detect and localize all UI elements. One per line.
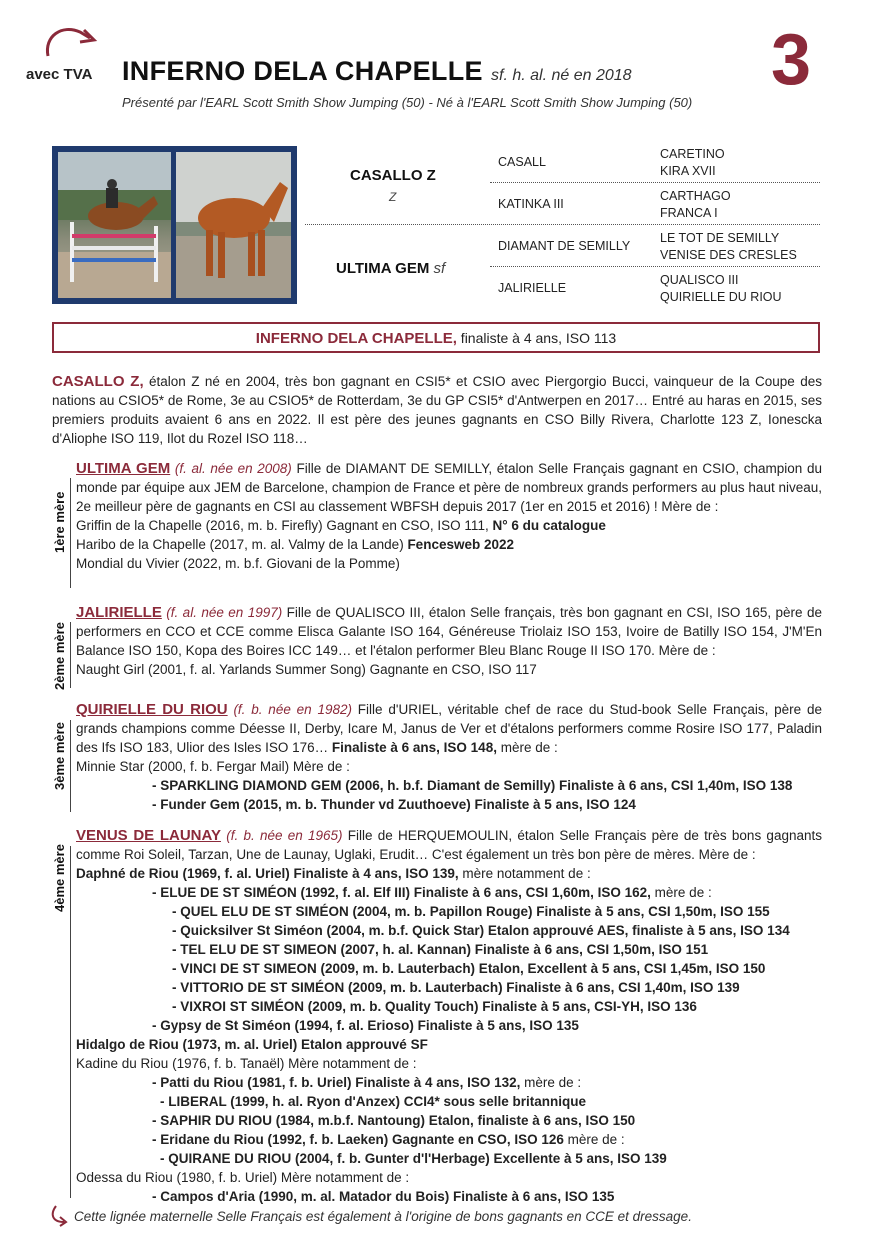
great-grandparent: CARETINO: [660, 147, 725, 161]
gen4-descendant: [76, 940, 822, 959]
offspring-text: Haribo de la Chapelle (2017, m. al. Valmy de la Lande): [76, 537, 408, 552]
vat-label: avec TVA: [26, 66, 93, 83]
gen1-label: 1ère mère: [52, 491, 67, 553]
result-banner: [52, 322, 820, 353]
gen2-text: Fille de QUALISCO III, étalon Selle français, très bon gagnant en CSI, ISO 165, père de performers en CCO et CCE comme Elisca Galante ISO 164, Généreuse Triolaiz ISO 153, Ivoire de Batilly ISO 154, J'M'En Balance ISO 150, Kopa des Boires ICC 149… et l'étalon performer Bleu Blanc Rouge II ISO 170. Mère de :: [76, 605, 822, 658]
descendant-highlight: - VIXROI ST SIMÉON (2009, m. b. Quality Touch) Finaliste à 5 ans, CSI-YH, ISO 136: [172, 999, 697, 1014]
sire-name: CASALLO Z: [350, 167, 436, 184]
sire-paragraph-text: étalon Z né en 2004, très bon gagnant en CSI5* et CSIO avec Piergorgio Bucci, vainqueur de la Coupe des nations au CSIO5* de Rome, 3e au CSIO5* de Rotterdam, 3e du GP CSI5* d'Antwerpen en 2017… Entré au haras en 2015, ses premiers produits avaient 6 ans en 2022. Il est père des jeunes gagnants en CSO Billy Rivera, Charlotte 123 Z, Ionescka d'Aliophe ISO 119, Ilot du Rozel ISO 118…: [52, 374, 822, 446]
pedigree-divider: [490, 182, 820, 183]
gen3-label: 3ème mère: [52, 722, 67, 790]
dam-name: ULTIMA GEM: [336, 260, 430, 277]
curved-arrow-icon: [40, 22, 100, 62]
gen4-name: VENUS DE LAUNAY: [76, 827, 221, 844]
descendant-highlight: - QUEL ELU DE ST SIMÉON (2004, m. b. Papillon Rouge) Finaliste à 5 ans, CSI 1,50m, ISO 155: [172, 904, 770, 919]
gen4-descendant: [76, 1130, 822, 1149]
gen3-text-end: mère de :: [496, 740, 558, 755]
gen4-descendant: [76, 1168, 822, 1187]
sire-paragraph: [52, 372, 822, 448]
gen1-offspring: Mondial du Vivier (2022, m. b.f. Giovani de la Pomme): [76, 556, 400, 571]
offspring-highlight: N° 6 du catalogue: [492, 518, 606, 533]
sire-breed: Z: [389, 190, 397, 204]
descendant-highlight: - Patti du Riou (1981, f. b. Uriel) Finaliste à 4 ans, ISO 132,: [152, 1075, 521, 1090]
gen4-label: 4ème mère: [52, 844, 67, 912]
descendant-highlight: - QUIRANE DU RIOU (2004, f. b. Gunter d'l'Herbage) Excellente à 5 ans, ISO 139: [160, 1151, 667, 1166]
great-grandparent: KIRA XVII: [660, 164, 716, 178]
dam-name-block: [336, 260, 445, 277]
grandparent-2: KATINKA III: [498, 197, 564, 211]
horse-name: INFERNO DELA CHAPELLE: [122, 56, 483, 86]
gen4-descendant: [76, 902, 822, 921]
great-grandparent: LE TOT DE SEMILLY: [660, 231, 780, 245]
gen2-offspring: Naught Girl (2001, f. al. Yarlands Summer Song) Gagnante en CSO, ISO 117: [76, 662, 537, 677]
gen3-block: [76, 700, 822, 814]
footer-note: Cette lignée maternelle Selle Français est également à l'origine de bons gagnants en CCE et dressage.: [74, 1209, 692, 1224]
descendant-highlight: - SAPHIR DU RIOU (1984, m.b.f. Nantoung) Etalon, finaliste à 6 ans, ISO 150: [152, 1113, 636, 1128]
gen4-descendant: [76, 1092, 822, 1111]
descendant-highlight: - TEL ELU DE ST SIMEON (2007, h. al. Kannan) Finaliste à 6 ans, CSI 1,50m, ISO 151: [172, 942, 709, 957]
great-grandparent: QUALISCO III: [660, 273, 739, 287]
sire-paragraph-name: CASALLO Z,: [52, 373, 144, 390]
descendant-highlight: - ELUE DE ST SIMÉON (1992, f. al. Elf III) Finaliste à 6 ans, CSI 1,60m, ISO 162,: [152, 885, 651, 900]
great-grandparent: CARTHAGO: [660, 189, 731, 203]
descendant-highlight: - Eridane du Riou (1992, f. b. Laeken) Gagnante en CSO, ISO 126: [152, 1132, 564, 1147]
jumping-photo: [58, 152, 171, 298]
gen3-offspring: Minnie Star (2000, f. b. Fergar Mail) Mère de :: [76, 759, 350, 774]
lot-number: 3: [771, 20, 812, 100]
gen3-info: (f. b. née en 1982): [233, 702, 352, 717]
descendant-highlight: - LIBERAL (1999, h. al. Ryon d'Anzex) CCI4* sous selle britannique: [160, 1094, 587, 1109]
gen1-name: ULTIMA GEM: [76, 460, 171, 477]
grandparent-1: CASALL: [498, 155, 546, 169]
horse-descriptor: sf. h. al. né en 2018: [491, 67, 632, 84]
gen3-offspring: - SPARKLING DIAMOND GEM (2006, h. b.f. Diamant de Semilly) Finaliste à 6 ans, CSI 1,40m, ISO 138: [152, 778, 793, 793]
gen4-descendant: [76, 883, 822, 902]
descendant-highlight: - Quicksilver St Siméon (2004, m. b.f. Quick Star) Etalon approuvé AES, finaliste à 5 ans, ISO 134: [172, 923, 790, 938]
gen2-info: (f. al. née en 1997): [166, 605, 283, 620]
banner-name: INFERNO DELA CHAPELLE,: [255, 330, 457, 347]
gen1-offspring: [76, 516, 822, 535]
banner-text: finaliste à 4 ans, ISO 113: [456, 330, 617, 346]
gen4-descendant: [76, 1149, 822, 1168]
descendant-text: mère de :: [563, 1132, 625, 1147]
generation-line: [70, 622, 71, 688]
gen4-descendant: [76, 1187, 822, 1206]
gen4-descendant: [76, 1111, 822, 1130]
descendant-text: Odessa du Riou (1980, f. b. Uriel) Mère notamment de :: [76, 1170, 410, 1185]
gen2-name: JALIRIELLE: [76, 604, 162, 621]
gen4-descendants: [76, 864, 822, 1206]
gen2-label: 2ème mère: [52, 622, 67, 690]
gen1-info: (f. al. née en 2008): [174, 461, 292, 476]
generation-line: [70, 846, 71, 1198]
gen3-offspring: - Funder Gem (2015, m. b. Thunder vd Zuuthoeve) Finaliste à 5 ans, ISO 124: [152, 797, 636, 812]
pedigree-divider: [305, 224, 820, 225]
gen1-block: [76, 459, 822, 573]
descendant-text: mère de :: [650, 885, 712, 900]
gen3-highlight: Finaliste à 6 ans, ISO 148,: [331, 740, 497, 755]
gen1-text: Fille de DIAMANT DE SEMILLY, étalon Selle Français gagnant en CSIO, champion du monde par équipe aux JEM de Barcelone, champion de France et père de nombreux grands performers au plus haut niveau, 2e meilleur père de gagnants en CSI au classement WBFSH depuis 2017 (1er en 2015 et 2016) ! Mère de :: [76, 461, 822, 514]
descendant-highlight: - VITTORIO DE ST SIMÉON (2009, m. b. Lauterbach) Finaliste à 6 ans, CSI 1,40m, ISO 139: [172, 980, 740, 995]
descendant-text: Kadine du Riou (1976, f. b. Tanaël) Mère notamment de :: [76, 1056, 417, 1071]
offspring-highlight: Fencesweb 2022: [407, 537, 515, 552]
gen3-name: QUIRIELLE DU RIOU: [76, 701, 228, 718]
gen4-descendant: [76, 921, 822, 940]
gen4-descendant: [76, 997, 822, 1016]
generation-line: [70, 720, 71, 812]
gen4-descendant: [76, 864, 822, 883]
descendant-text: mère de :: [520, 1075, 582, 1090]
descendant-highlight: - VINCI DE ST SIMEON (2009, m. b. Lauterbach) Etalon, Excellent à 5 ans, CSI 1,45m, ISO 150: [172, 961, 766, 976]
gen4-descendant: [76, 1073, 822, 1092]
grandparent-3: DIAMANT DE SEMILLY: [498, 239, 631, 253]
descendant-highlight: Hidalgo de Riou (1973, m. al. Uriel) Etalon approuvé SF: [76, 1037, 428, 1052]
presenter-line: Présenté par l'EARL Scott Smith Show Jumping (50) - Né à l'EARL Scott Smith Show Jumping (50): [122, 95, 693, 110]
gen4-descendant: [76, 1016, 822, 1035]
pedigree-divider: [490, 266, 820, 267]
gen4-block: [76, 826, 822, 1206]
gen2-block: [76, 603, 822, 679]
grandparent-4: JALIRIELLE: [498, 281, 567, 295]
gen4-descendant: [76, 1054, 822, 1073]
great-grandparent: QUIRIELLE DU RIOU: [660, 290, 782, 304]
dam-breed: sf: [433, 260, 446, 277]
curved-arrow-icon: [50, 1204, 70, 1228]
great-grandparent: FRANCA I: [660, 206, 718, 220]
standing-photo: [176, 152, 291, 298]
descendant-highlight: - Campos d'Aria (1990, m. al. Matador du Bois) Finaliste à 6 ans, ISO 135: [152, 1189, 615, 1204]
gen4-info: (f. b. née en 1965): [226, 828, 343, 843]
generation-line: [70, 478, 71, 588]
gen1-offspring: [76, 535, 822, 554]
gen4-text: Fille de HERQUEMOULIN, étalon Selle Français père de très bons gagnants comme Roi Soleil, Tarzan, Une de Launay, Uglaki, Erudit… C'est également un très bon père de mères. Mère de :: [76, 828, 822, 862]
horse-photos: [52, 146, 297, 304]
descendant-highlight: Daphné de Riou (1969, f. al. Uriel) Finaliste à 4 ans, ISO 139,: [76, 866, 459, 881]
offspring-text: Griffin de la Chapelle (2016, m. b. Firefly) Gagnant en CSO, ISO 111,: [76, 518, 493, 533]
gen3-text: Fille d'URIEL, véritable chef de race du Stud-book Selle Français, père de grands champions comme Déesse II, Derby, Icare M, Janus de Ver et d'étalons performers comme Rosire ISO 177, Paladin des Ifs ISO 183, Ulior des Isles ISO 176…: [76, 702, 822, 755]
gen4-descendant: [76, 1035, 822, 1054]
great-grandparent: VENISE DES CRESLES: [660, 248, 797, 262]
gen4-descendant: [76, 959, 822, 978]
gen4-descendant: [76, 978, 822, 997]
descendant-highlight: - Gypsy de St Siméon (1994, f. al. Erioso) Finaliste à 5 ans, ISO 135: [152, 1018, 579, 1033]
descendant-text: mère notamment de :: [458, 866, 591, 881]
